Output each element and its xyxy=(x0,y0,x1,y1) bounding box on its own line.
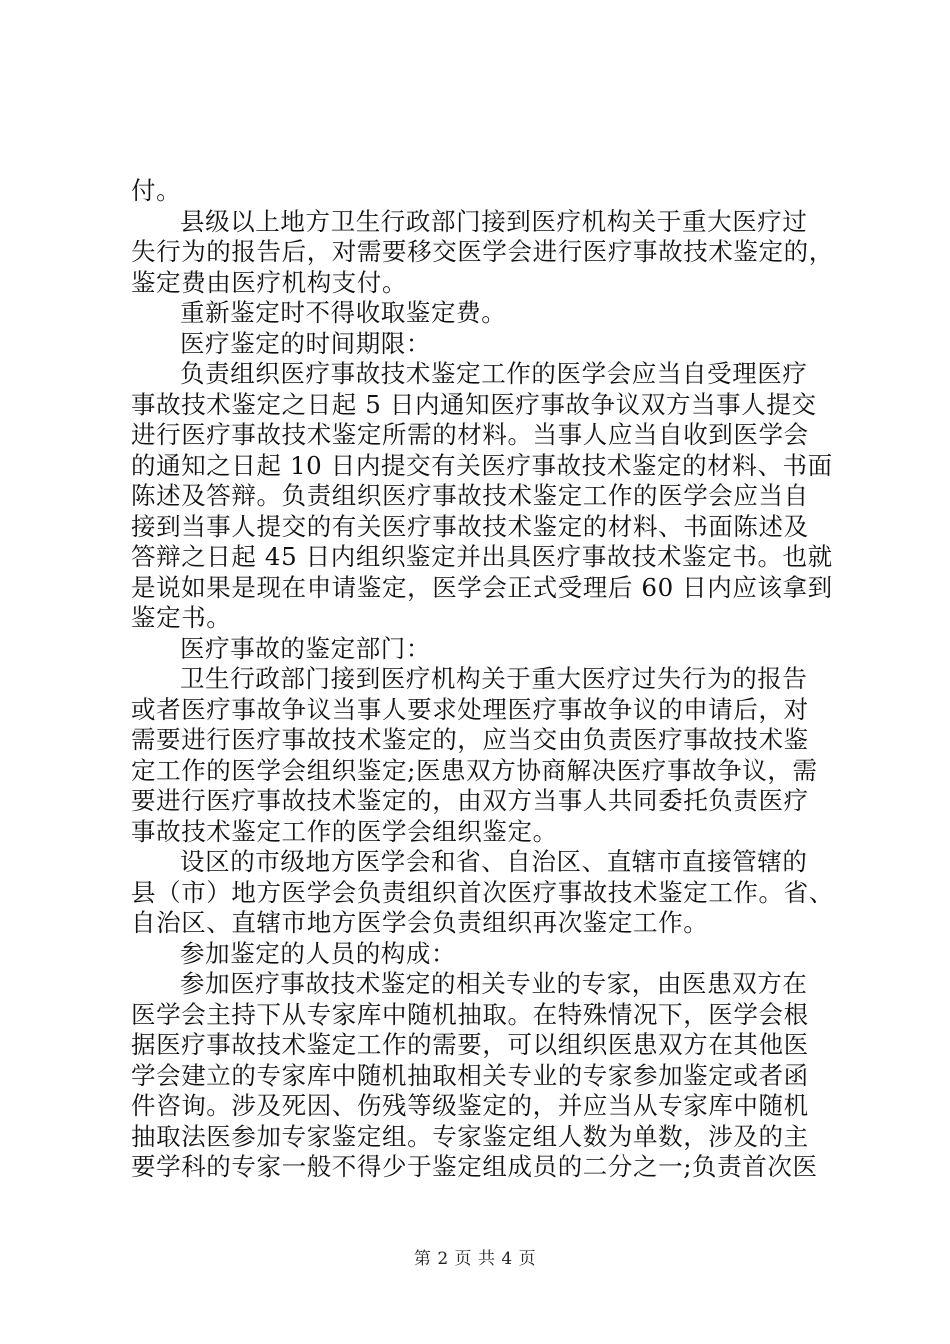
text-line: 的通知之日起 10 日内提交有关医疗事故技术鉴定的材料、书面 xyxy=(131,450,833,480)
text-line: 参加鉴定的人员的构成： xyxy=(180,938,457,968)
text-line: 据医疗事故技术鉴定工作的需要，可以组织医患双方在其他医 xyxy=(131,1030,809,1059)
text-line: 接到当事人提交的有关医疗事故技术鉴定的材料、书面陈述及 xyxy=(131,511,809,541)
text-line: 负责组织医疗事故技术鉴定工作的医学会应当自受理医疗 xyxy=(180,359,808,388)
text-line: 是说如果是现在申请鉴定，医学会正式受理后 60 日内应该拿到 xyxy=(131,572,833,602)
text-line: 陈述及答辩。负责组织医疗事故技术鉴定工作的医学会应当自 xyxy=(131,481,809,510)
text-line: 进行医疗事故技术鉴定所需的材料。当事人应当自收到医学会 xyxy=(131,420,809,449)
text-line: 重新鉴定时不得收取鉴定费。 xyxy=(180,298,507,327)
text-line: 失行为的报告后，对需要移交医学会进行医疗事故技术鉴定的， xyxy=(131,237,834,266)
text-line: 要进行医疗事故技术鉴定的，由双方当事人共同委托负责医疗 xyxy=(131,786,809,815)
text-line: 件咨询。涉及死因、伤残等级鉴定的，并应当从专家库中随机 xyxy=(131,1091,809,1120)
text-line: 答辩之日起 45 日内组织鉴定并出具医疗事故技术鉴定书。也就 xyxy=(131,542,833,571)
page-footer: 第 2 页 共 4 页 xyxy=(413,1249,537,1269)
document-body xyxy=(131,176,841,1183)
text-line: 学会建立的专家库中随机抽取相关专业的专家参加鉴定或者函 xyxy=(131,1060,809,1090)
text-line: 鉴定书。 xyxy=(131,603,232,632)
text-line: 卫生行政部门接到医疗机构关于重大医疗过失行为的报告 xyxy=(180,664,808,693)
text-line: 医疗事故的鉴定部门： xyxy=(180,633,431,663)
text-line: 县级以上地方卫生行政部门接到医疗机构关于重大医疗过 xyxy=(180,206,808,236)
text-line: 或者医疗事故争议当事人要求处理医疗事故争议的申请后，对 xyxy=(131,694,809,724)
text-line: 自治区、直辖市地方医学会负责组织再次鉴定工作。 xyxy=(131,908,709,937)
text-line: 抽取法医参加专家鉴定组。专家鉴定组人数为单数，涉及的主 xyxy=(131,1121,809,1151)
text-line: 定工作的医学会组织鉴定;医患双方协商解决医疗事故争议，需 xyxy=(131,755,818,785)
text-line: 事故技术鉴定工作的医学会组织鉴定。 xyxy=(131,816,558,846)
text-line: 县（市）地方医学会负责组织首次医疗事故技术鉴定工作。省、 xyxy=(131,877,834,907)
text-line: 医疗鉴定的时间期限： xyxy=(180,328,431,358)
text-line: 事故技术鉴定之日起 5 日内通知医疗事故争议双方当事人提交 xyxy=(131,389,817,419)
text-line: 参加医疗事故技术鉴定的相关专业的专家，由医患双方在 xyxy=(180,969,808,998)
text-line: 医学会主持下从专家库中随机抽取。在特殊情况下，医学会根 xyxy=(131,999,809,1029)
text-line: 设区的市级地方医学会和省、自治区、直辖市直接管辖的 xyxy=(180,847,808,876)
text-line: 鉴定费由医疗机构支付。 xyxy=(131,267,408,297)
text-line: 需要进行医疗事故技术鉴定的，应当交由负责医疗事故技术鉴 xyxy=(131,725,809,754)
text-line: 要学科的专家一般不得少于鉴定组成员的二分之一;负责首次医 xyxy=(131,1152,818,1181)
text-line: 付。 xyxy=(131,176,182,205)
